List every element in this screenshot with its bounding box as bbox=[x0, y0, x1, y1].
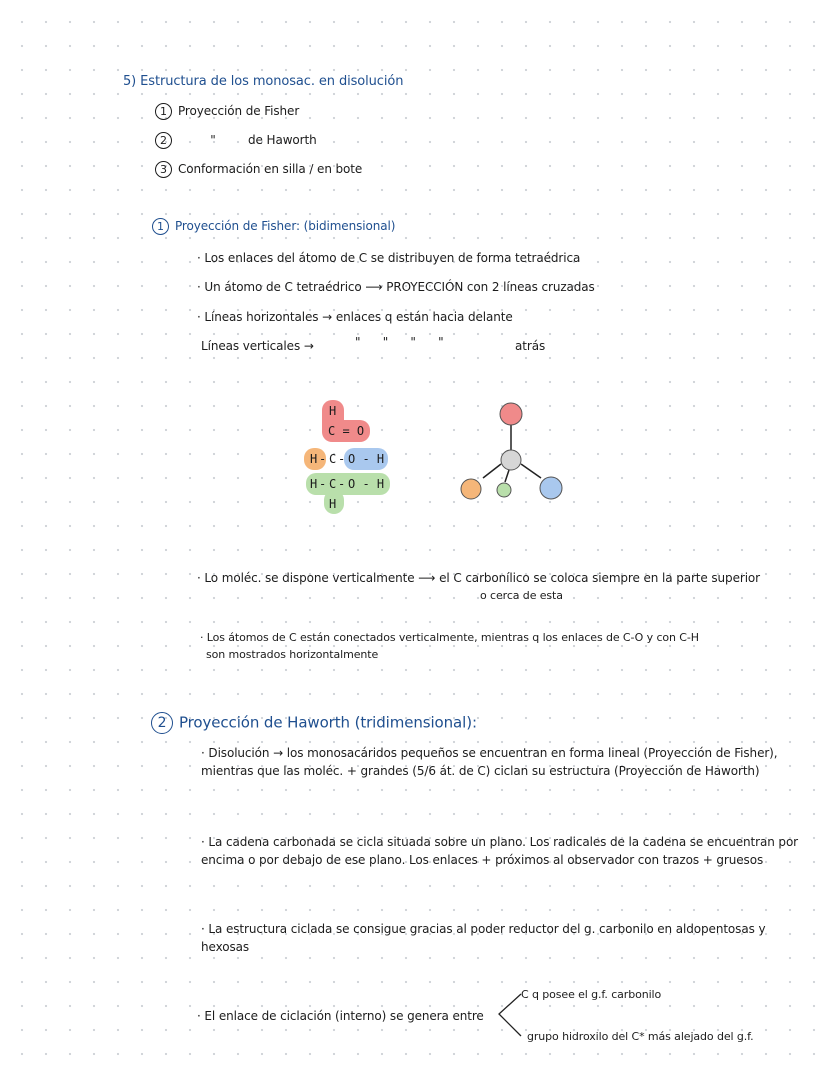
outline-item-label: de Haworth bbox=[248, 133, 317, 147]
atom-blue bbox=[540, 477, 562, 499]
number-badge: 1 bbox=[152, 218, 169, 235]
ditto-marks: " " " " bbox=[355, 335, 444, 349]
vertical-end-label: atrás bbox=[515, 339, 546, 353]
ditto-mark: " bbox=[210, 133, 216, 147]
fisher-note-continuation: o cerca de esta bbox=[480, 589, 563, 602]
bond: - bbox=[338, 477, 346, 491]
atom-c: C bbox=[329, 452, 337, 466]
section-title: 5) Estructura de los monosac. en disolución bbox=[123, 74, 404, 89]
atom-h-left: H bbox=[310, 452, 318, 466]
outline-item-label: Conformación en silla / en bote bbox=[178, 162, 363, 176]
outline-item-haworth bbox=[155, 132, 317, 149]
bond-line bbox=[483, 464, 501, 478]
fisher-line: Líneas verticales → bbox=[201, 339, 314, 353]
haworth-paragraph: · Disolución → los monosacáridos pequeños se encuentran en forma lineal (Proyección de Fisher), mientras que las moléc. + grandes (5/6 át. de C) ciclan su estructura (Proyección de Haworth) bbox=[201, 746, 778, 778]
fisher-note-continuation: son mostrados horizontalmente bbox=[206, 648, 379, 661]
fisher-note: · Lo moléc. se dispone verticalmente ⟶ el C carbonílico se coloca siempre en la parte superior bbox=[197, 571, 761, 585]
fisher-note: · Los átomos de C están conectados verticalmente, mientras q los enlaces de C-O y con C-H bbox=[200, 631, 699, 644]
atom-red bbox=[500, 403, 522, 425]
group-o-h: O - H bbox=[348, 477, 385, 491]
atom-green bbox=[497, 483, 511, 497]
haworth-heading bbox=[151, 712, 477, 734]
group-o-h: O - H bbox=[348, 452, 385, 466]
fisher-heading bbox=[152, 218, 395, 235]
atom-orange bbox=[461, 479, 481, 499]
number-badge: 3 bbox=[155, 161, 172, 178]
fisher-line: · Los enlaces del átomo de C se distribuyen de forma tetraédrica bbox=[197, 251, 581, 265]
number-badge: 1 bbox=[155, 103, 172, 120]
outline-item-fisher bbox=[155, 103, 299, 120]
bond-line bbox=[505, 470, 509, 482]
bond: - bbox=[338, 452, 346, 466]
group-c-o: C = O bbox=[328, 424, 365, 438]
fisher-line: · Líneas horizontales → enlaces q están hacia delante bbox=[197, 310, 513, 324]
haworth-paragraph: · La estructura ciclada se consigue gracias al poder reductor del g. carbonilo en aldopentosas y hexosas bbox=[201, 922, 766, 954]
atom-h-top: H bbox=[329, 404, 337, 418]
haworth-heading-text: Proyección de Haworth (tridimensional): bbox=[179, 713, 477, 732]
atom-h-left: H bbox=[310, 477, 318, 491]
bond: - bbox=[319, 452, 327, 466]
bond-lead: · El enlace de ciclación (interno) se genera entre bbox=[197, 1009, 484, 1023]
atom-c: C bbox=[329, 477, 337, 491]
bond-option-carbonyl: C q posee el g.f. carbonilo bbox=[521, 988, 662, 1001]
fisher-molecule bbox=[300, 398, 400, 518]
atom-h-bottom: H bbox=[329, 497, 337, 511]
bond: - bbox=[319, 477, 327, 491]
outline-item-conformation bbox=[155, 161, 362, 178]
atom-center-gray bbox=[501, 450, 521, 470]
number-badge: 2 bbox=[151, 712, 173, 734]
haworth-paragraph: · La cadena carbonada se cicla situada sobre un plano. Los radicales de la cadena se encuentran por encima o por debajo de ese plano. Los enlaces + próximos al observador con trazos + gruesos bbox=[201, 835, 799, 867]
number-badge: 2 bbox=[155, 132, 172, 149]
fisher-heading-text: Proyección de Fisher: (bidimensional) bbox=[175, 219, 396, 233]
bond-line bbox=[521, 464, 541, 478]
bond-option-hydroxyl: grupo hidroxilo del C* más alejado del g.f. bbox=[527, 1030, 754, 1043]
outline-item-label: Proyección de Fisher bbox=[178, 104, 300, 118]
tetrahedral-diagram bbox=[455, 398, 575, 508]
fisher-line: · Un átomo de C tetraédrico ⟶ PROYECCIÓN con 2 líneas cruzadas bbox=[197, 280, 595, 294]
